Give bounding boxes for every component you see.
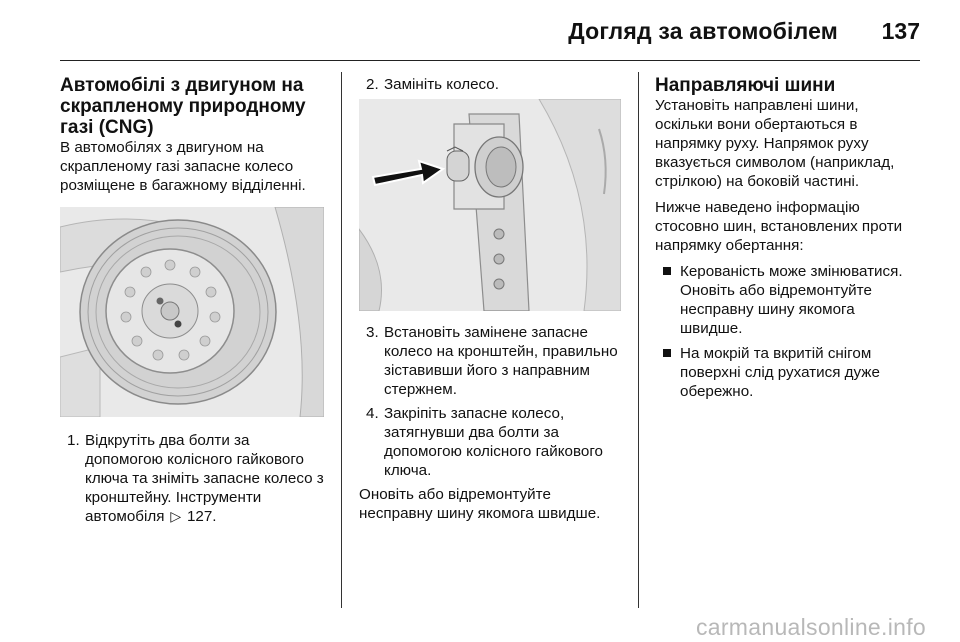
step-1-page-ref: 127. [186,508,217,525]
bullet-2-text: На мокрій та вкритій снігом поверхні слід рухатися дуже обережно. [680,345,880,400]
step-1 [60,431,324,526]
step-2 [359,75,621,94]
step-4-number: 4. [366,405,379,422]
bullet-square-icon [663,267,671,275]
bullet-1-text: Керованість може змінюватися. Оновіть або відремонтуйте несправну шину якомога швидше. [680,263,903,337]
bullet-item-1 [655,262,920,338]
step-2-text: Замініть колесо. [384,76,499,93]
repair-note: Оновіть або відремонтуйте несправну шину якомога швидше. [359,486,601,522]
cng-intro-paragraph: В автомобілях з двигуном на скрапленому газі запасне колесо розміщене в багажному відділенні. [60,139,306,194]
page-number: 137 [881,18,920,44]
step-1-number: 1. [67,432,80,449]
step-3 [359,323,621,399]
column-1 [60,75,324,531]
header-rule [60,60,920,61]
step-2-number: 2. [366,76,379,93]
directional-paragraph-1: Установіть направлені шини, оскільки вони обертаються в напрямку руху. Напрямок руху вказується символом (наприклад, стрілкою) на боковій частині. [655,97,895,190]
section-heading-cng: Автомобілі з двигуном на скрапленому природному газі (CNG) [60,75,306,138]
step-4-text: Закріпіть запасне колесо, затягнувши два болти за допомогою колісного гайкового ключа. [384,405,603,479]
step-3-text: Встановіть замінене запасне колесо на кронштейн, правильно зіставивши його з направним стержнем. [384,324,618,398]
header-title: Догляд за автомобілем [568,18,838,44]
step-3-number: 3. [366,324,379,341]
step-1-text: Відкрутіть два болти за допомогою колісного гайкового ключа та зніміть запасне колесо з кронштейну. Інструменти автомобіля [85,432,324,525]
column-2 [359,75,621,530]
watermark: carmanualsonline.info [695,614,926,640]
bullet-item-2 [655,344,920,401]
column-3 [655,75,920,407]
section-heading-directional-tyres: Направляючі шини [655,75,836,96]
bullet-square-icon [663,349,671,357]
page-header [0,0,960,60]
column-divider-1 [341,72,342,608]
spare-wheel-illustration [60,207,324,417]
directional-paragraph-2: Нижче наведено інформацію стосовно шин, встановлених проти напрямку обертання: [655,199,903,254]
step-4 [359,404,621,480]
page-reference-icon: ▷ [170,508,182,524]
bracket-illustration [359,99,621,311]
column-divider-2 [638,72,639,608]
